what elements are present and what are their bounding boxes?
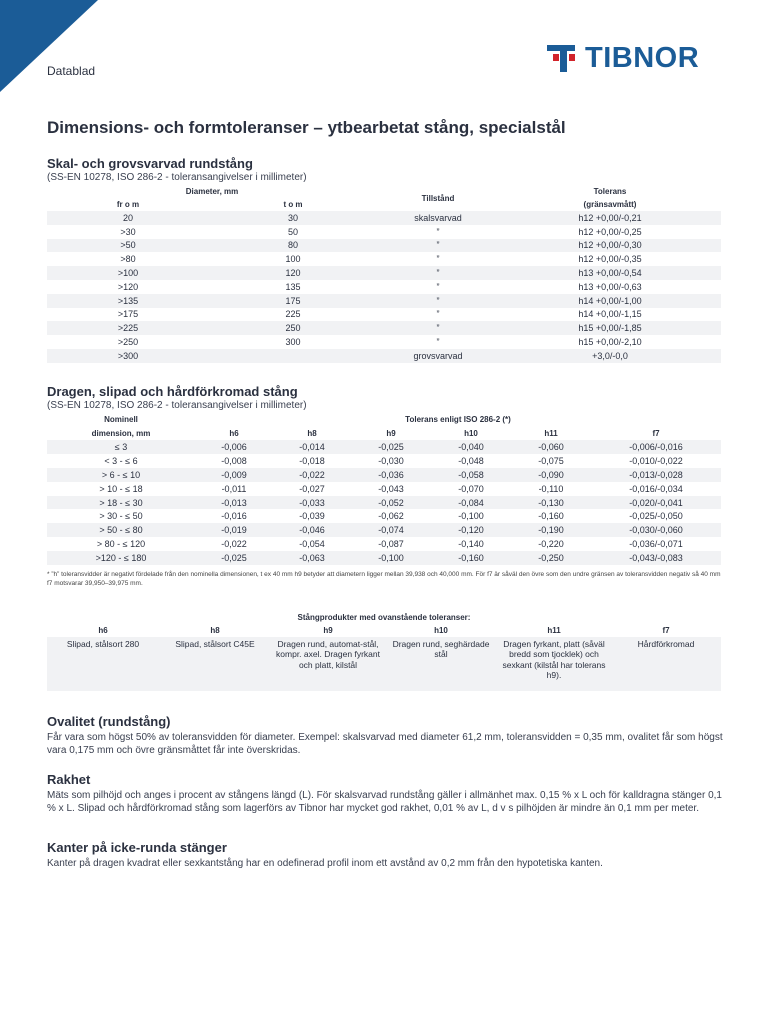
product-class-f7: f7	[662, 625, 670, 635]
table-cell: 30	[209, 211, 377, 225]
brand-name: TIBNOR	[585, 41, 700, 74]
product-class-h9: h9	[323, 625, 333, 635]
table-cell: h12 +0,00/-0,35	[578, 254, 642, 265]
table-cell: >175	[117, 309, 139, 320]
col-dimension: dimension, mm	[91, 428, 151, 438]
table-cell: > 30 - ≤ 50	[99, 511, 143, 522]
products-caption: Stångprodukter med ovanstående toleranser:	[297, 612, 471, 622]
straightness-heading: Rakhet	[47, 772, 91, 787]
edges-heading: Kanter på icke-runda stänger	[47, 840, 227, 855]
col-class-h9: h9	[386, 428, 396, 438]
table-cell: -0,025/-0,050	[629, 511, 683, 522]
table-cell: -0,160	[431, 551, 511, 565]
table-cell: -0,008	[221, 455, 247, 466]
col-tolerance-sub: (gränsavmått)	[583, 199, 637, 209]
product-cell: Hårdförkromad	[611, 637, 721, 691]
table-cell: -0,030	[378, 455, 404, 466]
table-cell: -0,048	[458, 455, 484, 466]
table-cell: >120 - ≤ 180	[47, 551, 195, 565]
table-cell: -0,220	[538, 539, 564, 550]
table-cell: -0,022	[273, 468, 351, 482]
ovality-text: Får vara som högst 50% av toleransvidden för diameter. Exempel: skalsvarvad med diameter 61,2 mm, toleransvidden = 0,35 mm, ovalitet får som högst vara 0,175 mm och övre gränsmåttet får inte överskridas.	[47, 732, 723, 756]
table-cell: -0,074	[351, 523, 431, 537]
table-cell: h14 +0,00/-1,15	[578, 309, 642, 320]
section1-standard: (SS-EN 10278, ISO 286-2 - toleransangivelser i millimeter)	[47, 172, 307, 183]
col-class-h11: h11	[544, 428, 558, 438]
table-cell: ”	[436, 254, 440, 265]
product-class-h11: h11	[547, 625, 561, 635]
table-cell: ”	[377, 266, 499, 280]
table-cell: >300	[47, 349, 209, 363]
table-cell: -0,018	[299, 455, 325, 466]
col-class-f7: f7	[652, 428, 660, 438]
table-row	[47, 211, 721, 225]
table-cell: -0,084	[431, 496, 511, 510]
table-row	[47, 225, 721, 239]
table-cell: >80	[120, 254, 136, 265]
table-cell: -0,011	[221, 483, 247, 494]
table-cell: h13 +0,00/-0,63	[578, 281, 642, 292]
product-cell: Slipad, stålsort C45E	[159, 637, 271, 691]
table-cell: +3,0/-0,0	[499, 349, 721, 363]
col-condition: Tillstånd	[421, 193, 455, 203]
table-cell: 250	[209, 321, 377, 335]
edges-text: Kanter på dragen kvadrat eller sexkantstång har en odefinerad profil inom ett avstånd av 0,2 mm från den hypotetiska kanten.	[47, 858, 603, 869]
tibnor-logo-icon	[545, 42, 583, 74]
table-cell: >120	[117, 281, 139, 292]
product-cell: Dragen rund, seghärdade stål	[385, 637, 497, 691]
table-cell: -0,075	[538, 455, 564, 466]
product-class-h8: h8	[210, 625, 220, 635]
table-cell: >225	[47, 321, 209, 335]
document-type: Datablad	[47, 64, 96, 78]
product-class-h6: h6	[98, 625, 108, 635]
table-cell: >135	[47, 294, 209, 308]
table-row	[47, 321, 721, 335]
table-cell: -0,036	[351, 468, 431, 482]
table-cell: -0,062	[378, 511, 404, 522]
table-cell: >100	[47, 266, 209, 280]
table-cell: -0,100	[351, 551, 431, 565]
table-cell: 20	[47, 211, 209, 225]
table-cell: -0,009	[195, 468, 273, 482]
table-row	[47, 537, 721, 551]
table-row	[47, 349, 721, 363]
table-cell: h12 +0,00/-0,21	[499, 211, 721, 225]
straightness-text: Mäts som pilhöjd och anges i procent av stångens längd (L). För skalsvarvad rundstång gäller i allmänhet max. 0,15 % x L och för kalldragna stänger 0,1 % x L. Slipad och hårdförkromad stång som lagerförs av Tibnor har mycket god rakhet, 0,01 % av L, d v s pilhöjden är mindre än 0,1 mm per meter.	[47, 790, 722, 814]
table-cell: skalsvarvad	[377, 211, 499, 225]
table-cell: -0,019	[195, 523, 273, 537]
table-cell: > 10 - ≤ 18	[99, 483, 143, 494]
table-cell: < 3 - ≤ 6	[104, 455, 138, 466]
table-cell: -0,040	[431, 440, 511, 454]
table-cell: ”	[436, 309, 440, 320]
col-class-h10: h10	[464, 428, 478, 438]
table-cell: -0,043	[378, 483, 404, 494]
products-table	[47, 611, 721, 691]
table-cell: -0,014	[273, 440, 351, 454]
table-row	[47, 252, 721, 266]
table-row	[47, 266, 721, 280]
table-cell	[209, 349, 377, 363]
table-cell: h15 +0,00/-1,85	[499, 321, 721, 335]
table-cell: -0,036/-0,071	[629, 539, 683, 550]
table-cell: -0,190	[511, 523, 591, 537]
drawn-bar-table	[47, 413, 721, 565]
table-cell: -0,043/-0,083	[591, 551, 721, 565]
table-cell: ”	[436, 337, 440, 348]
table-row	[47, 335, 721, 349]
table-cell: 300	[285, 337, 301, 348]
table-cell: >50	[47, 239, 209, 253]
page-title: Dimensions- och formtoleranser – ytbearbetat stång, specialstål	[47, 118, 566, 137]
table-row	[47, 523, 721, 537]
col-tolerance: Tolerans	[593, 186, 627, 196]
table-cell: > 50 - ≤ 80	[47, 523, 195, 537]
table-cell: > 18 - ≤ 30	[47, 496, 195, 510]
table-cell: > 6 - ≤ 10	[47, 468, 195, 482]
table-row	[47, 239, 721, 253]
tolerance-footnote: * ”h” toleransvidder är negativt fördelade från den nominella dimensionen, t ex 40 mm h9 betyder att diametern ligger mellan 39,938 och 40,000 mm. För f7 är såväl den övre som den undre gränsen av toleransvidden negativ så 40 mm f7 motsvarar 39,950–39,975 mm.	[47, 571, 721, 587]
table-cell: h12 +0,00/-0,25	[578, 226, 642, 237]
table-cell: -0,022	[221, 539, 247, 550]
table-cell: 100	[285, 254, 301, 265]
product-class-h10: h10	[434, 625, 448, 635]
col-diameter: Diameter, mm	[185, 186, 239, 196]
table-cell: -0,016/-0,034	[629, 483, 683, 494]
table-cell: -0,010/-0,022	[629, 455, 683, 466]
table-cell: -0,140	[458, 539, 484, 550]
table-cell: -0,025	[195, 551, 273, 565]
product-cell: Slipad, stålsort 280	[47, 637, 159, 691]
table-cell: -0,013/-0,028	[591, 468, 721, 482]
table-cell: 120	[209, 266, 377, 280]
table-row	[47, 496, 721, 510]
table-cell: ”	[377, 321, 499, 335]
section2-standard: (SS-EN 10278, ISO 286-2 - toleransangivelser i millimeter)	[47, 400, 307, 411]
table-cell: 175	[209, 294, 377, 308]
table-cell: -0,058	[431, 468, 511, 482]
table-cell: -0,013	[195, 496, 273, 510]
product-cell: Dragen fyrkant, platt (såväl bredd som tjocklek) och sexkant (kilstål har tolerans h9).	[497, 637, 611, 691]
table-cell: -0,130	[511, 496, 591, 510]
table-cell: ”	[436, 226, 440, 237]
table-cell: h14 +0,00/-1,00	[499, 294, 721, 308]
col-nominal: Nominell	[104, 415, 138, 424]
section2-heading: Dragen, slipad och hårdförkromad stång	[47, 384, 298, 399]
table-cell: -0,027	[299, 483, 325, 494]
table-cell: -0,063	[273, 551, 351, 565]
col-from: fr o m	[116, 199, 140, 209]
table-cell: -0,052	[351, 496, 431, 510]
table-cell: ”	[377, 294, 499, 308]
table-cell: -0,039	[299, 511, 325, 522]
table-cell: -0,020/-0,041	[591, 496, 721, 510]
brand-logo	[545, 41, 699, 75]
table-cell: -0,090	[511, 468, 591, 482]
table-cell: -0,006	[195, 440, 273, 454]
table-row	[47, 509, 721, 523]
table-cell: -0,120	[431, 523, 511, 537]
table-cell: grovsvarvad	[377, 349, 499, 363]
table-cell: 135	[285, 281, 301, 292]
table-cell: ”	[436, 281, 440, 292]
table-cell: h12 +0,00/-0,30	[499, 239, 721, 253]
ovality-heading: Ovalitet (rundstång)	[47, 714, 171, 729]
table-row	[47, 294, 721, 308]
table-cell: -0,046	[273, 523, 351, 537]
table-cell: -0,016	[221, 511, 247, 522]
table-cell: -0,033	[273, 496, 351, 510]
table-cell: 50	[287, 226, 298, 237]
table-cell: -0,060	[511, 440, 591, 454]
table-cell: 225	[285, 309, 301, 320]
table-cell: ”	[377, 239, 499, 253]
turned-bar-table	[47, 185, 721, 363]
table-row	[47, 308, 721, 322]
col-tolerance-group: Tolerans enligt ISO 286-2 (*)	[405, 415, 511, 424]
table-row	[47, 454, 721, 468]
table-cell: ≤ 3	[47, 440, 195, 454]
table-cell: -0,054	[299, 539, 325, 550]
table-cell: -0,025	[351, 440, 431, 454]
table-cell: > 80 - ≤ 120	[96, 539, 146, 550]
table-cell: 80	[209, 239, 377, 253]
col-class-h6: h6	[229, 428, 239, 438]
table-cell: -0,110	[538, 483, 564, 494]
section1-heading: Skal- och grovsvarvad rundstång	[47, 156, 253, 171]
table-row	[47, 482, 721, 496]
table-row	[47, 468, 721, 482]
table-cell: h15 +0,00/-2,10	[578, 337, 642, 348]
table-cell: -0,030/-0,060	[591, 523, 721, 537]
table-cell: -0,160	[538, 511, 564, 522]
table-cell: >250	[117, 337, 139, 348]
table-cell: -0,100	[458, 511, 484, 522]
table-cell: -0,070	[458, 483, 484, 494]
table-cell: -0,087	[378, 539, 404, 550]
table-cell: h13 +0,00/-0,54	[499, 266, 721, 280]
table-cell: -0,006/-0,016	[591, 440, 721, 454]
table-row	[47, 551, 721, 565]
table-row	[47, 280, 721, 294]
product-cell: Dragen rund, automat-stål, kompr. axel. Dragen fyrkant och platt, kilstål	[271, 637, 385, 691]
corner-accent	[0, 0, 98, 92]
col-class-h8: h8	[307, 428, 317, 438]
table-row	[47, 440, 721, 454]
table-cell: >30	[120, 226, 136, 237]
col-to: t o m	[283, 199, 303, 209]
table-cell: -0,250	[511, 551, 591, 565]
